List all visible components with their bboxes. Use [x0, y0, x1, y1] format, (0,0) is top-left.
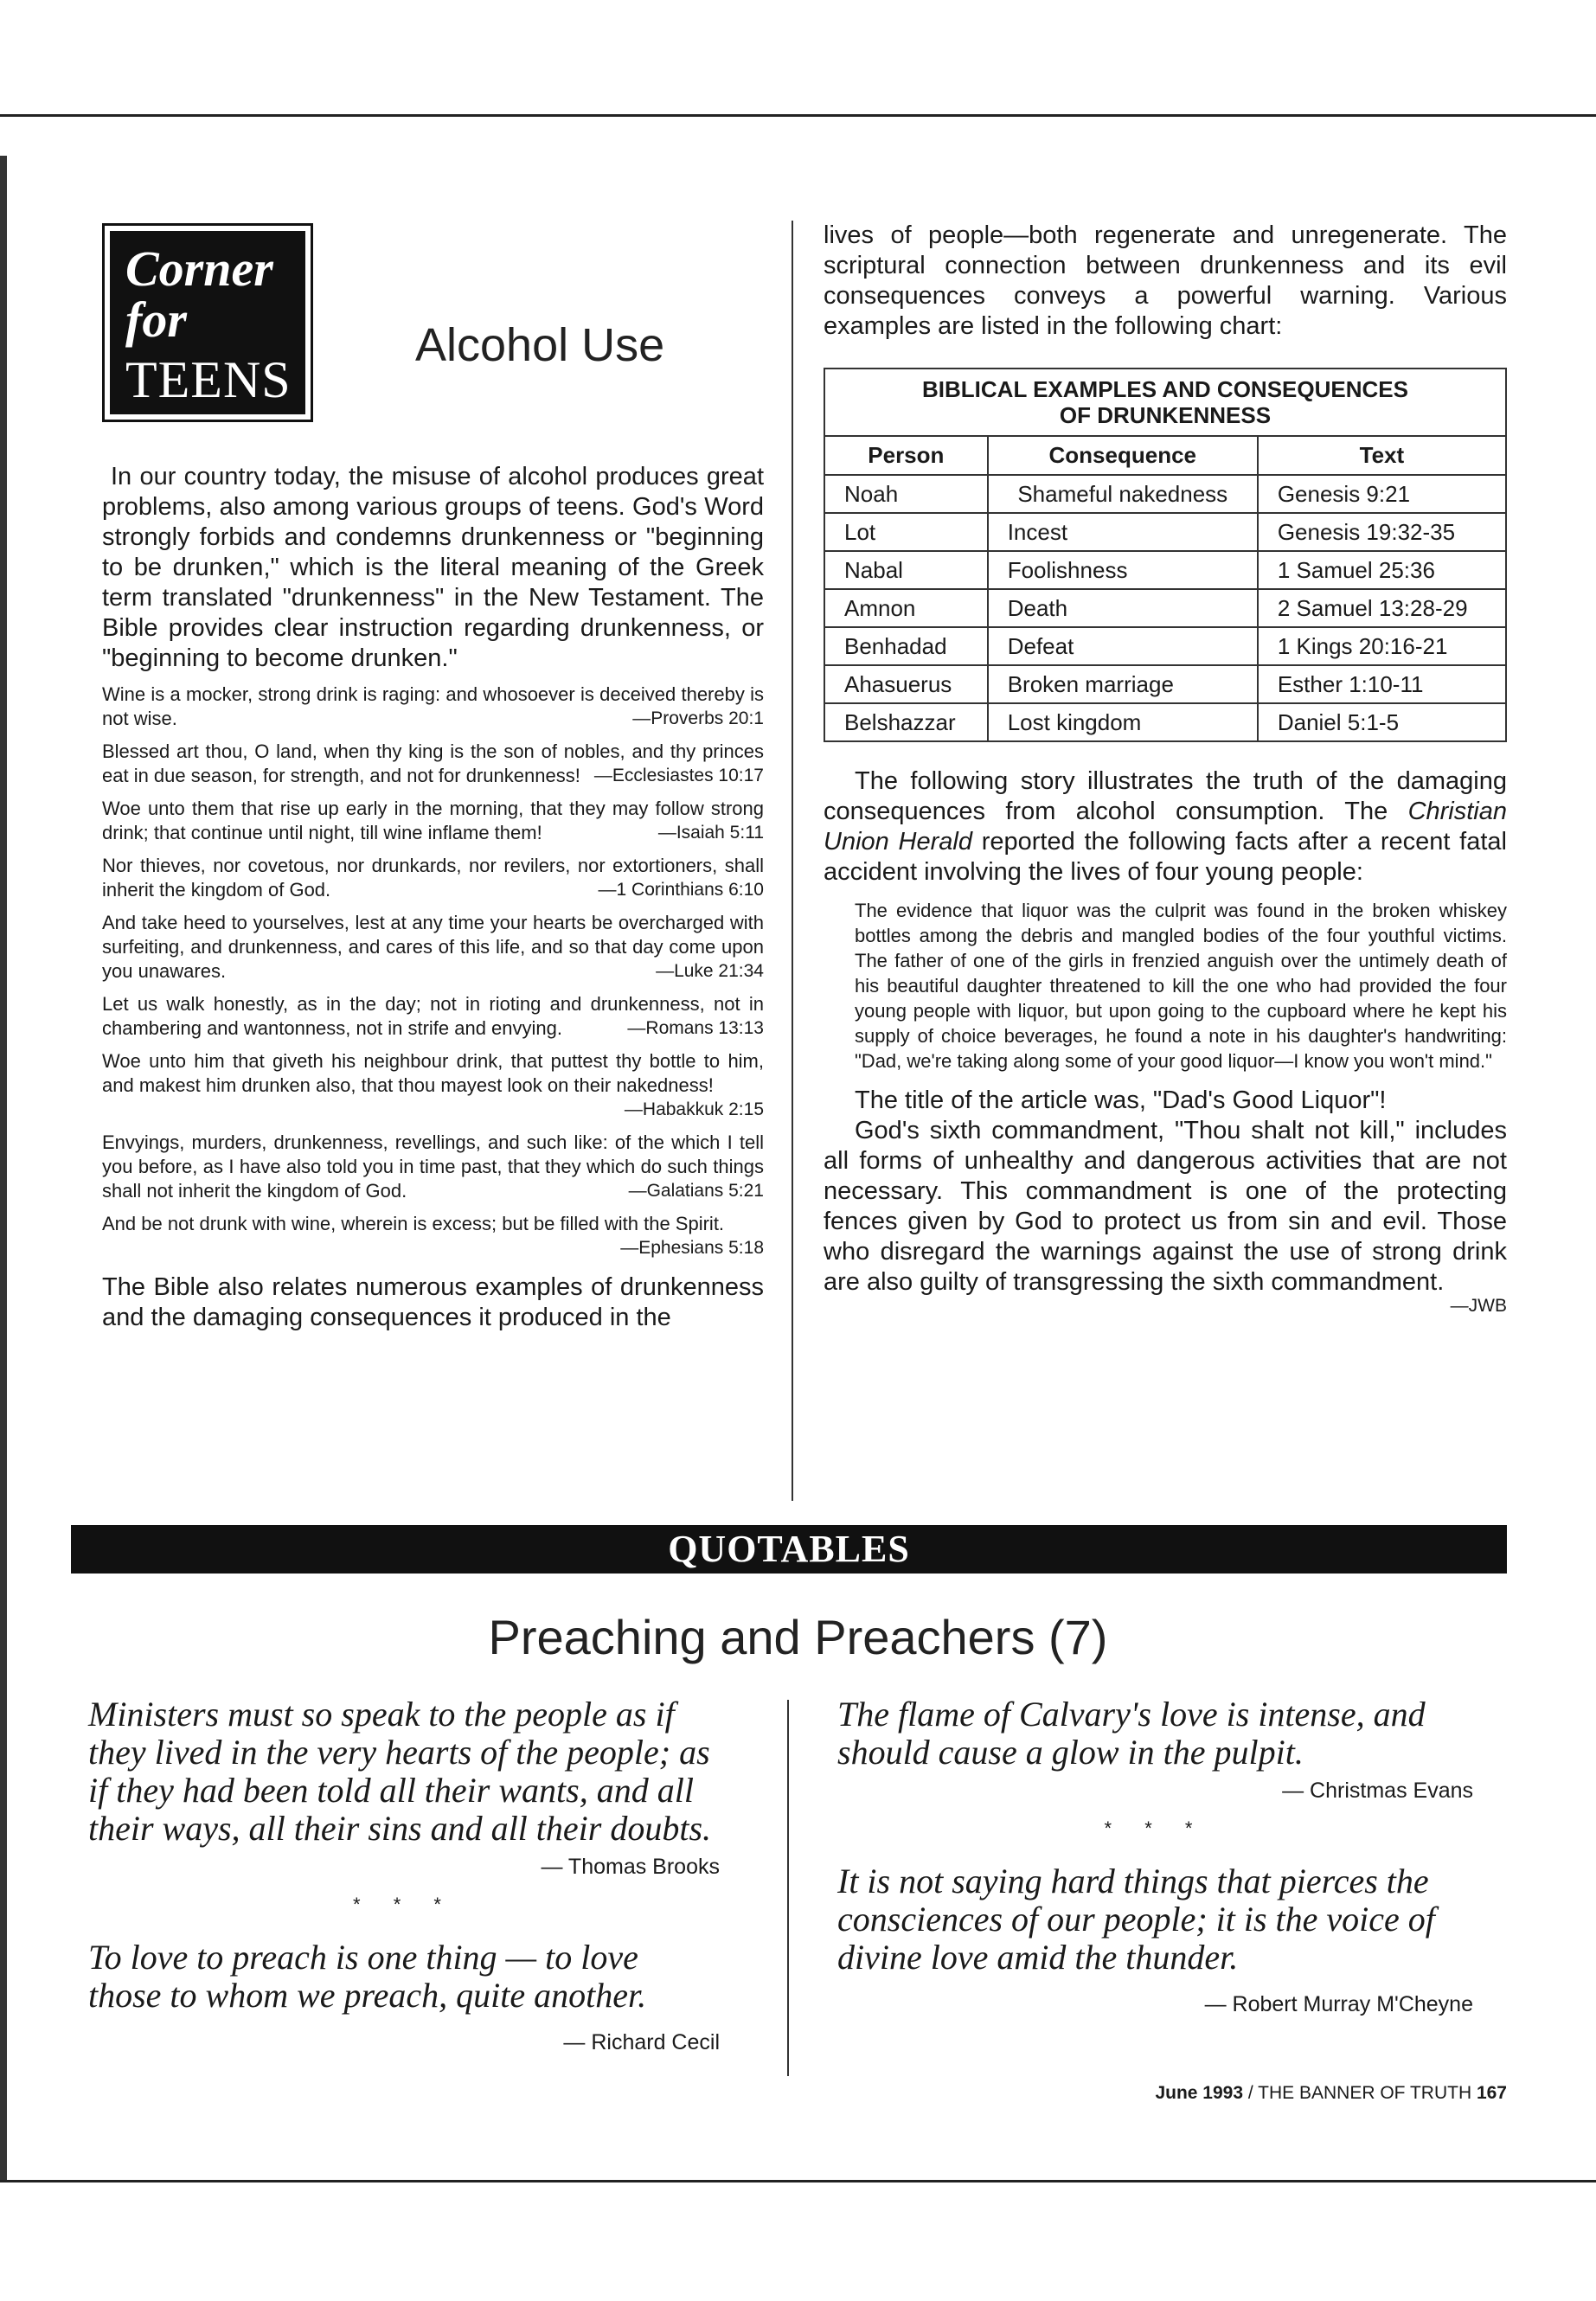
- verse-ref: —Habakkuk 2:15: [624, 1099, 764, 1119]
- table-row: [824, 513, 1506, 551]
- publication-name: Christian Union Herald: [824, 798, 1507, 856]
- quote-author: — Richard Cecil: [563, 2030, 720, 2054]
- verse: Woe unto them that rise up early in the morning, that they may follow strong drink; that continue until night, till wine inflame them! —Isaiah 5:11: [102, 798, 764, 843]
- column-header: Consequence: [988, 436, 1258, 475]
- right-column: [824, 221, 1507, 1317]
- table-row: [824, 627, 1506, 665]
- table-cell: Death: [988, 589, 1258, 627]
- table-cell: Ahasuerus: [824, 665, 988, 703]
- verse: Wine is a mocker, strong drink is raging: and whosoever is deceived thereby is not wise. —Proverbs 20:1: [102, 683, 764, 729]
- column-divider: [792, 221, 793, 1501]
- top-rule: [0, 114, 1596, 117]
- separator-stars: * * *: [353, 1894, 455, 1915]
- table-cell: 1 Samuel 25:36: [1258, 551, 1506, 589]
- table-row: [824, 665, 1506, 703]
- quotes-right-column: [837, 1695, 1473, 2017]
- quote-author: — Robert Murray M'Cheyne: [1204, 1992, 1473, 2016]
- drunkenness-examples-table: [824, 368, 1507, 742]
- verse-ref: —Luke 21:34: [656, 961, 764, 981]
- badge-line-3: TEENS: [125, 351, 292, 409]
- table-row: [824, 589, 1506, 627]
- story-intro: The following story illustrates the truth of the damaging consequences from alcohol consumption. The Christian Union Herald reported the following facts after a recent fatal accident involving the lives of four young people:: [824, 767, 1507, 886]
- table-row: [824, 551, 1506, 589]
- table-cell: 1 Kings 20:16-21: [1258, 627, 1506, 665]
- quote-text: To love to preach is one thing — to love those to whom we preach, quite another.: [88, 1938, 647, 2015]
- article-lead: In our country today, the misuse of alcohol produces great problems, also among various groups of teens. God's Word strongly forbids and condemns drunkenness or "beginning to be drunken," which is the literal meaning of the Greek term translated "drunkenness" in the New Testament. The Bible provides clear instruction regarding drunkenness, or "beginning to become drunken.": [102, 463, 764, 672]
- verse: Envyings, murders, drunkenness, revellings, and such like: of the which I tell you before, as I have also told you in time past, that they which do such things shall not inherit the kingdom of God. —Galatians 5:21: [102, 1131, 764, 1202]
- quotes-left-column: [88, 1695, 720, 2055]
- left-column: [102, 223, 764, 1358]
- table-cell: Incest: [988, 513, 1258, 551]
- verse: Woe unto him that giveth his neighbour drink, that puttest thy bottle to him, and makest him drunken also, that thou mayest look on their nakedness! —Habakkuk 2:15: [102, 1049, 764, 1122]
- quotables-banner: QUOTABLES: [71, 1525, 1507, 1574]
- verse-ref: —Isaiah 5:11: [657, 823, 764, 843]
- bottom-rule: [0, 2180, 1596, 2182]
- table-cell: Lot: [824, 513, 988, 551]
- quote-text: The flame of Calvary's love is intense, and should cause a glow in the pulpit.: [837, 1695, 1426, 1772]
- author-signature: —JWB: [1450, 1296, 1507, 1316]
- table-cell: Lost kingdom: [988, 703, 1258, 741]
- quote-text: It is not saying hard things that pierces the consciences of our people; it is the voice of divine love amid the thunder.: [837, 1862, 1435, 1977]
- table-header-row: [824, 436, 1506, 475]
- column-header: Person: [824, 436, 988, 475]
- quote-author: — Thomas Brooks: [541, 1855, 720, 1879]
- scan-edge: [0, 156, 7, 2180]
- table-cell: Nabal: [824, 551, 988, 589]
- table-cell: Broken marriage: [988, 665, 1258, 703]
- table-cell: Esther 1:10-11: [1258, 665, 1506, 703]
- continuation-right: lives of people—both regenerate and unregenerate. The scriptural connection between drunkenness and its evil consequences conveys a powerful warning. Various examples are listed in the following chart:: [824, 221, 1507, 340]
- article-title-line: The title of the article was, "Dad's Good Liquor"!: [855, 1086, 1387, 1114]
- verse: And be not drunk with wine, wherein is excess; but be filled with the Spirit. —Ephesians 5:18: [102, 1212, 764, 1260]
- table-cell: Foolishness: [988, 551, 1258, 589]
- table-cell: Belshazzar: [824, 703, 988, 741]
- quote-text: Ministers must so speak to the people as if they lived in the very hearts of the people; as if they had been told all their wants, and all their ways, all their sins and all their doubts.: [88, 1695, 712, 1848]
- quotes-divider: [787, 1700, 789, 2076]
- corner-for-teens-badge: [102, 223, 313, 422]
- table-cell: Genesis 19:32-35: [1258, 513, 1506, 551]
- story-quote: The evidence that liquor was the culprit was found in the broken whiskey bottles among the debris and mangled bodies of the four youthful victims. The father of one of the girls in frenzied anguish over the untimely death of his beautiful daughter threatened to kill the one who had provided the four young people with liquor, but upon going to the cupboard where he kept his supply of choice beverages, he found a note in his daughter's handwriting: "Dad, we're taking along some of your good liquor—I know you won't mind.": [855, 900, 1507, 1072]
- verse-ref: —Proverbs 20:1: [632, 708, 764, 728]
- footer-date: June 1993: [1155, 2083, 1244, 2103]
- table-cell: Genesis 9:21: [1258, 475, 1506, 513]
- page-footer: [1155, 2083, 1507, 2104]
- verse-list: [102, 683, 764, 1260]
- continuation-left: The Bible also relates numerous examples of drunkenness and the damaging consequences it produced in the: [102, 1273, 764, 1331]
- footer-publication: / THE BANNER OF TRUTH: [1243, 2083, 1477, 2103]
- table-row: [824, 703, 1506, 741]
- table-cell: Shameful nakedness: [988, 475, 1258, 513]
- table-cell: Noah: [824, 475, 988, 513]
- verse-ref: —Galatians 5:21: [628, 1181, 764, 1201]
- closing-paragraph: God's sixth commandment, "Thou shalt not kill," includes all forms of unhealthy and dangerous activities that are not necessary. This commandment is one of the protecting fences given by God to protect us from sin and evil. Those who disregard the warnings against the use of strong drink are also guilty of transgressing the sixth commandment.: [824, 1117, 1507, 1296]
- separator-stars: * * *: [1104, 1817, 1207, 1839]
- table-row: [824, 475, 1506, 513]
- table-cell: Amnon: [824, 589, 988, 627]
- verse: And take heed to yourselves, lest at any time your hearts be overcharged with surfeiting, and drunkenness, and cares of this life, and so that day come upon you unawares. —Luke 21:34: [102, 912, 764, 982]
- quote-author: — Christmas Evans: [1282, 1779, 1473, 1803]
- article-title: Alcohol Use: [415, 319, 665, 371]
- table-cell: Daniel 5:1-5: [1258, 703, 1506, 741]
- verse: Blessed art thou, O land, when thy king is the son of nobles, and thy princes eat in due season, for strength, and not for drunkenness! —Ecclesiastes 10:17: [102, 740, 764, 786]
- table-caption: BIBLICAL EXAMPLES AND CONSEQUENCES OF DRUNKENNESS: [824, 369, 1506, 436]
- page-number: 167: [1476, 2083, 1507, 2103]
- table-cell: Defeat: [988, 627, 1258, 665]
- verse-ref: —Ecclesiastes 10:17: [593, 766, 764, 785]
- verse: Let us walk honestly, as in the day; not in rioting and drunkenness, not in chambering and wantonness, not in strife and envying. —Romans 13:13: [102, 993, 764, 1039]
- badge-line-2: for: [125, 292, 187, 349]
- table-cell: 2 Samuel 13:28-29: [1258, 589, 1506, 627]
- verse-ref: —1 Corinthians 6:10: [598, 880, 764, 900]
- quotables-title: Preaching and Preachers (7): [488, 1610, 1108, 1664]
- table-cell: Benhadad: [824, 627, 988, 665]
- badge-line-1: Corner: [125, 240, 273, 297]
- column-header: Text: [1258, 436, 1506, 475]
- verse-ref: —Ephesians 5:18: [620, 1238, 764, 1258]
- verse: Nor thieves, nor covetous, nor drunkards, nor revilers, nor extortioners, shall inherit the kingdom of God. —1 Corinthians 6:10: [102, 855, 764, 901]
- verse-ref: —Romans 13:13: [627, 1018, 764, 1038]
